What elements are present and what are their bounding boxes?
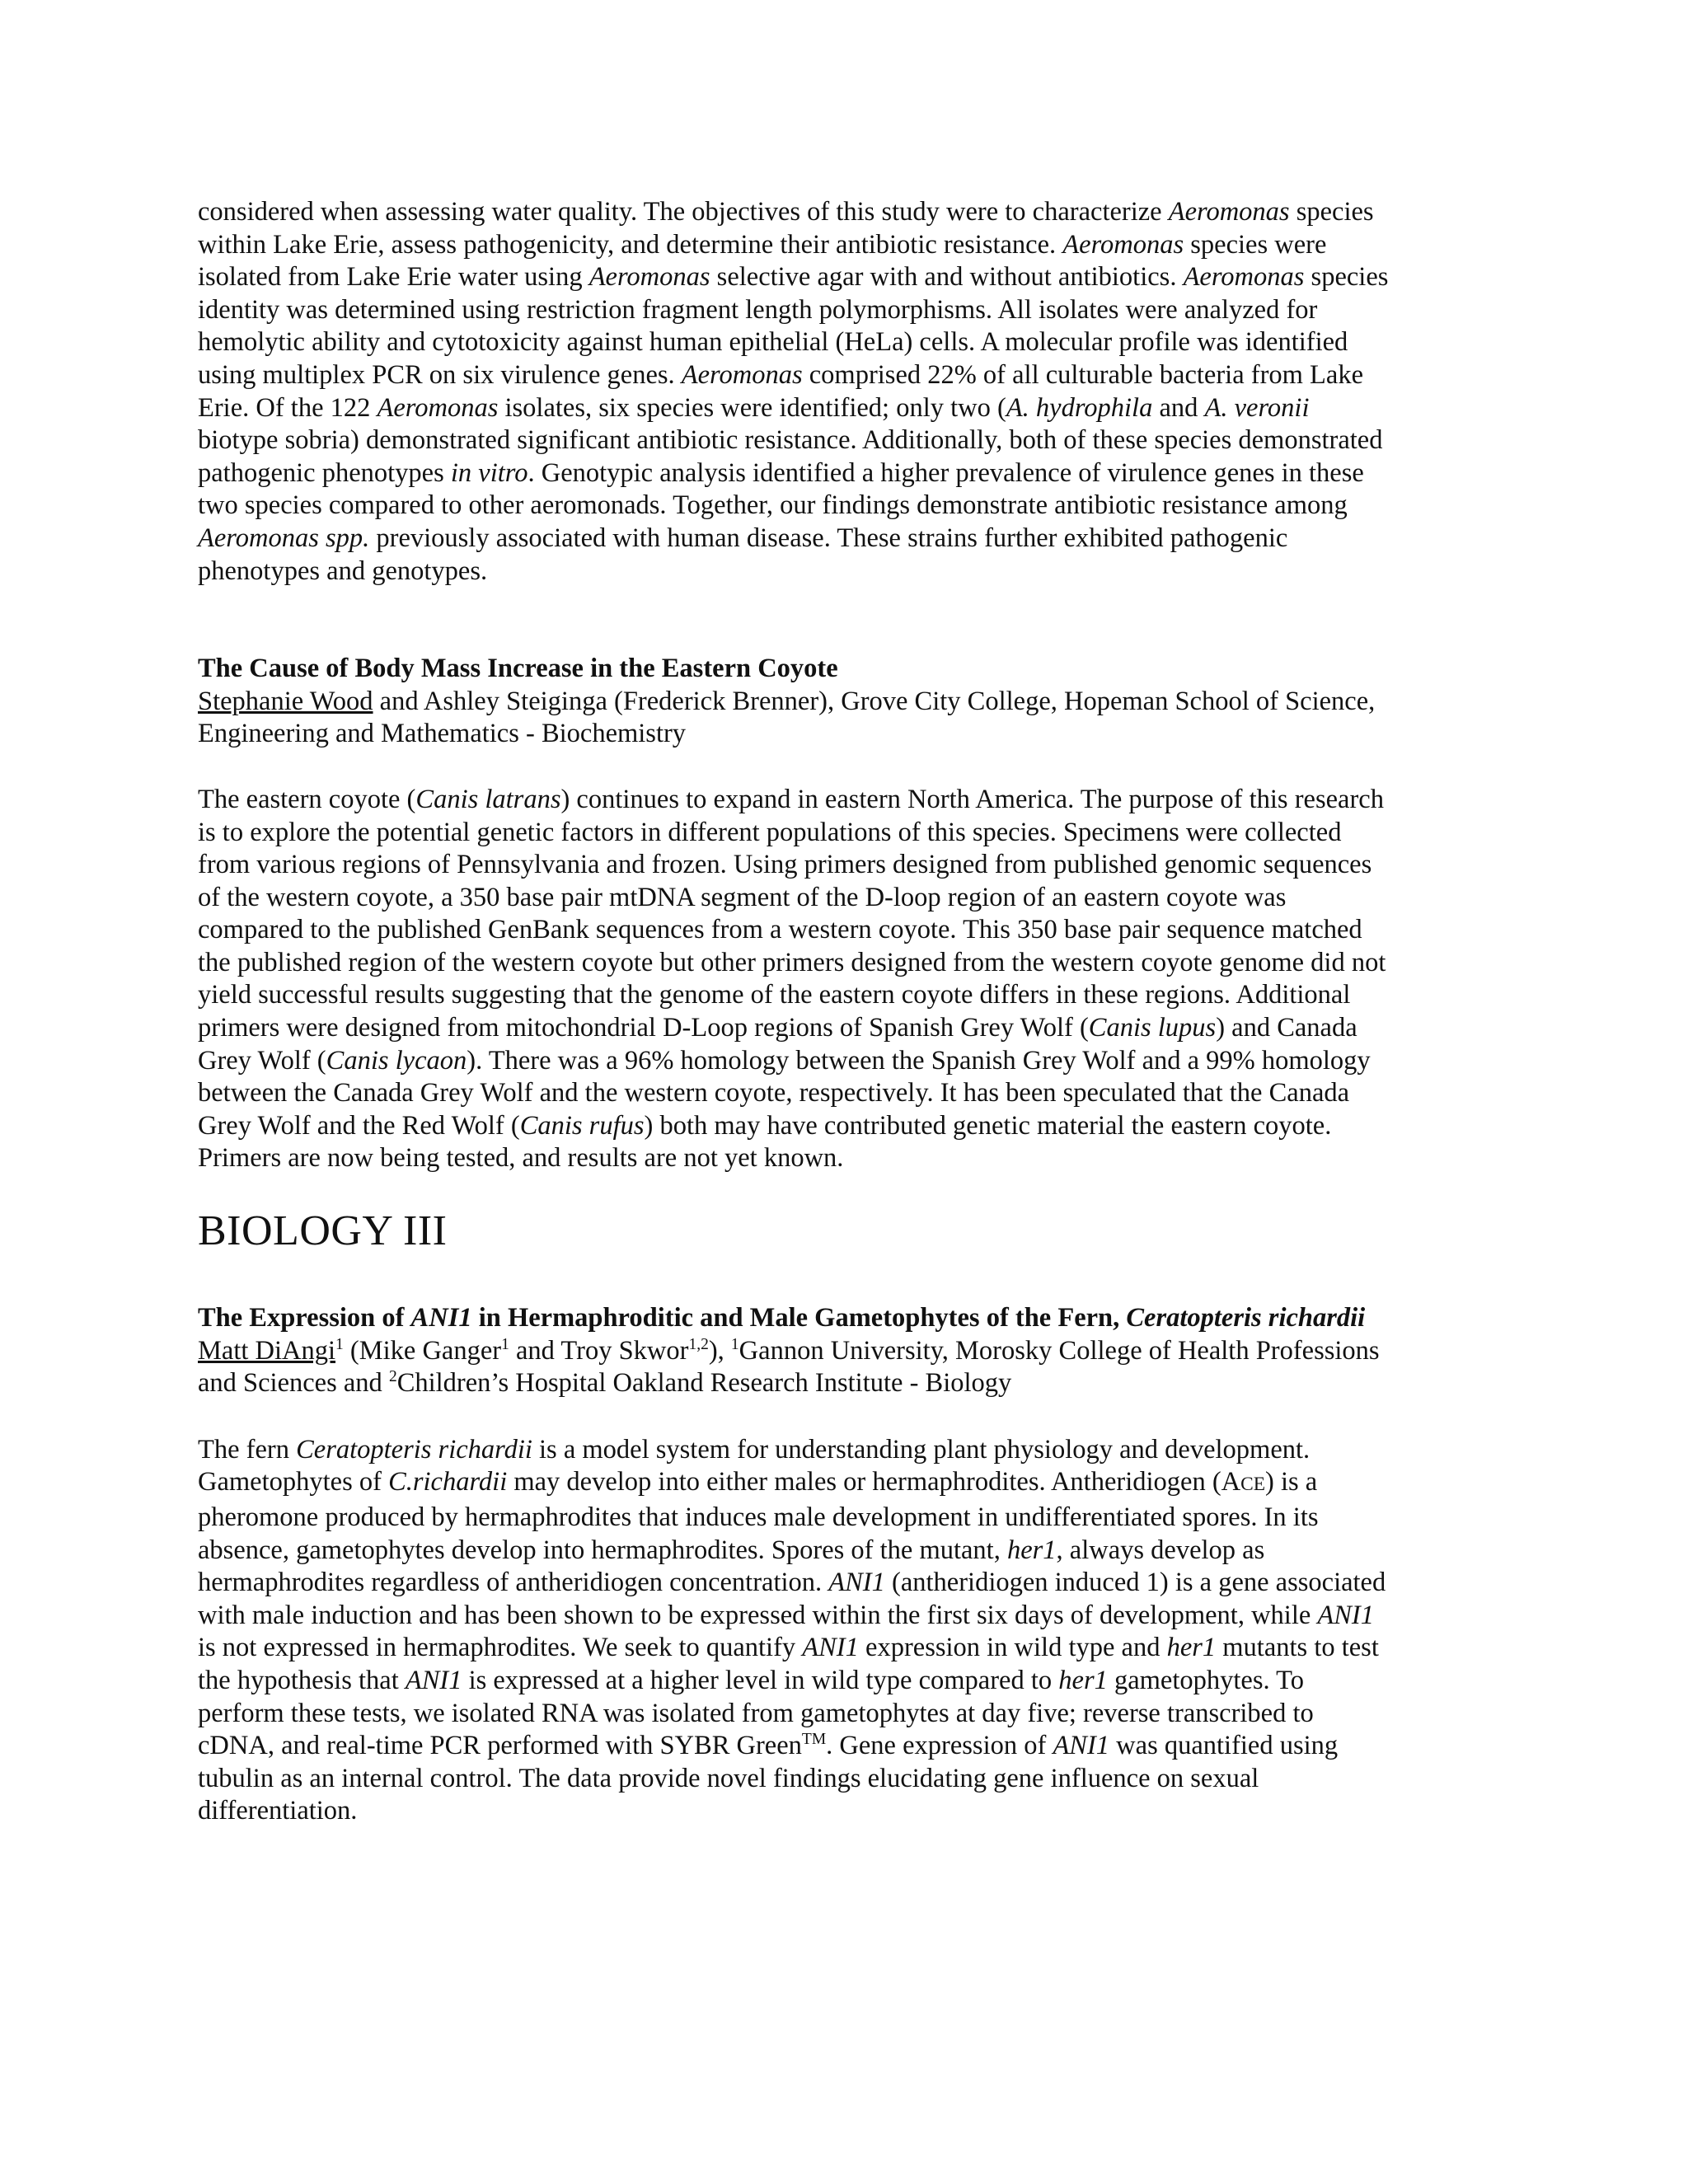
text-run: The fern (198, 1434, 297, 1465)
text-line (198, 392, 1484, 425)
text-line (198, 523, 1484, 555)
text-run: using multiplex PCR on six virulence genes. (198, 359, 682, 390)
text-run: expression in wild type and (858, 1633, 1167, 1663)
abstract-body-coyote (198, 784, 1484, 1175)
text-run: the hypothesis that (198, 1665, 406, 1695)
text-run: Canis rufus (519, 1110, 645, 1141)
text-line (198, 947, 1484, 980)
text-run: Canis latrans (415, 784, 561, 814)
abstract-continuation (198, 196, 1484, 588)
text-line (198, 424, 1484, 457)
text-run: mutants to test (1216, 1633, 1379, 1663)
document-page (198, 196, 1484, 1828)
text-run: Stephanie Wood (198, 686, 373, 716)
text-run: two species compared to other aeromonads. Together, our findings demonstrate antibiotic resistance among (198, 490, 1348, 521)
text-line (198, 294, 1484, 327)
text-line (198, 882, 1484, 915)
text-run: within Lake Erie, assess pathogenicity, and determine their antibiotic resistance. (198, 229, 1063, 260)
text-line (198, 979, 1484, 1012)
text-line (198, 1698, 1484, 1731)
text-run: ANI1 (1317, 1600, 1375, 1630)
text-run: selective agar with and without antibiotics. (710, 262, 1184, 293)
text-line (198, 1567, 1484, 1600)
text-run: biotype sobria) demonstrated significant antibiotic resistance. Additionally, both of these species demonstrated (198, 425, 1383, 456)
text-run: ANI1 (1053, 1731, 1110, 1761)
text-run: isolates, six species were identified; only two ( (498, 392, 1006, 423)
text-run: ANI1 (405, 1665, 462, 1695)
text-run: absence, gametophytes develop into hermaphrodites. Spores of the mutant, (198, 1535, 1007, 1565)
text-run: 1,2 (688, 1335, 709, 1353)
text-run: . Genotypic analysis identified a higher prevalence of virulence genes in these (528, 457, 1364, 488)
text-run: A. hydrophila (1006, 392, 1153, 423)
text-run: her1 (1006, 1535, 1057, 1565)
text-line (198, 1600, 1484, 1633)
text-run: 1 (501, 1335, 509, 1353)
text-run: was quantified using (1109, 1731, 1339, 1761)
text-line (198, 490, 1484, 523)
text-run: compared to the published GenBank sequences from a western coyote. This 350 base pair sequence matched (198, 915, 1362, 945)
text-run: hemolytic ability and cytotoxicity against human epithelial (HeLa) cells. A molecular profile was identified (198, 327, 1348, 358)
section-heading: BIOLOGY III (198, 1207, 448, 1255)
text-run: yield successful results suggesting that the genome of the eastern coyote differs in these regions. Additional (198, 980, 1351, 1010)
text-run: Aeromonas (1183, 262, 1305, 293)
text-run: . Gene expression of (826, 1731, 1053, 1761)
text-run: ) both may have contributed genetic material the eastern coyote. (644, 1110, 1332, 1141)
text-line (198, 1730, 1484, 1763)
text-line (198, 1763, 1484, 1796)
text-run: (Mike Ganger (343, 1335, 502, 1366)
text-run: pathogenic phenotypes (198, 457, 451, 488)
abstract-authors-fern (198, 1335, 1484, 1400)
text-line (198, 196, 1484, 229)
text-run: Aeromonas (377, 392, 499, 423)
text-run: is to explore the potential genetic factors in different populations of this species. Specimens were collected (198, 817, 1342, 847)
text-run: CE (1240, 1474, 1266, 1496)
text-run: between the Canada Grey Wolf and the western coyote, respectively. It has been speculated that the Canada (198, 1078, 1350, 1108)
text-line (198, 914, 1484, 947)
text-run: her1 (1166, 1633, 1217, 1663)
text-run: A. veronii (1204, 392, 1310, 423)
text-run: ). There was a 96% homology between the Spanish Grey Wolf and a 99% homology (467, 1045, 1371, 1076)
text-run: species (1304, 262, 1389, 293)
text-run: Grey Wolf ( (198, 1045, 326, 1076)
abstract-authors-coyote (198, 686, 1484, 751)
text-run: from various regions of Pennsylvania and frozen. Using primers designed from published genomic sequences (198, 850, 1372, 880)
text-run: and Sciences and (198, 1368, 389, 1399)
text-run: cDNA, and real-time PCR performed with SYBR Green (198, 1731, 802, 1761)
text-run: is expressed at a higher level in wild type compared to (462, 1665, 1059, 1695)
text-run: species were (1184, 229, 1327, 260)
text-run: Matt DiAngi (198, 1335, 336, 1366)
text-line (198, 1466, 1484, 1502)
text-line (198, 1795, 1484, 1828)
text-run: Aeromonas spp. (198, 523, 370, 553)
text-line (198, 686, 1484, 719)
text-run: her1 (1058, 1665, 1108, 1695)
text-run: ANI1 (828, 1568, 885, 1598)
text-line (198, 1632, 1484, 1665)
text-run: The eastern coyote ( (198, 784, 416, 814)
abstract-title-coyote: The Cause of Body Mass Increase in the Eastern Coyote (198, 654, 838, 684)
text-run: phenotypes and genotypes. (198, 555, 488, 586)
text-line (198, 1535, 1484, 1568)
text-line (198, 784, 1484, 817)
text-line (198, 1302, 1484, 1335)
text-run: Ceratopteris richardii (1126, 1303, 1366, 1333)
text-line (198, 1335, 1484, 1368)
text-run: gametophytes. To (1107, 1665, 1304, 1695)
text-line (198, 718, 1484, 751)
text-line (198, 261, 1484, 294)
text-line (198, 1367, 1484, 1400)
text-run: Canis lycaon (326, 1045, 467, 1076)
text-run: previously associated with human disease. These strains further exhibited pathogenic (369, 523, 1288, 553)
text-run: C.richardii (388, 1467, 508, 1497)
text-run: and (1152, 392, 1205, 423)
text-run: Gametophytes of (198, 1467, 389, 1497)
text-run: The Expression of (198, 1303, 411, 1333)
text-run: ), (708, 1335, 731, 1366)
abstract-body-fern (198, 1434, 1484, 1828)
text-run: Engineering and Mathematics - Biochemistry (198, 719, 687, 749)
text-run: Canis lupus (1088, 1013, 1217, 1043)
text-run: ) is a (1265, 1467, 1318, 1497)
text-line (198, 229, 1484, 262)
text-run: isolated from Lake Erie water using (198, 262, 589, 293)
text-line (198, 1012, 1484, 1045)
text-line (198, 1434, 1484, 1467)
text-run: considered when assessing water quality. The objectives of this study were to characterize (198, 197, 1169, 227)
text-line (198, 555, 1484, 588)
text-run: primers were designed from mitochondrial D-Loop regions of Spanish Grey Wolf ( (198, 1013, 1089, 1043)
text-run: Aeromonas (588, 262, 710, 293)
text-line (198, 1502, 1484, 1535)
text-run: species (1289, 197, 1374, 227)
text-line (198, 1045, 1484, 1078)
text-run: comprised 22% of all culturable bacteria from Lake (802, 359, 1364, 390)
text-run: Aeromonas (681, 359, 803, 390)
text-run: 1 (730, 1335, 739, 1353)
text-run: Erie. Of the 122 (198, 392, 377, 423)
text-line (198, 1142, 1484, 1175)
text-run: ANI1 (410, 1303, 472, 1333)
text-run: , always develop as (1056, 1535, 1265, 1565)
text-run: 2 (388, 1368, 397, 1386)
text-run: Ceratopteris richardii (296, 1434, 532, 1465)
text-run: Aeromonas (1062, 229, 1184, 260)
text-run: 1 (335, 1335, 344, 1353)
text-run: Children’s Hospital Oakland Research Institute - Biology (396, 1368, 1012, 1399)
text-run: Grey Wolf and the Red Wolf ( (198, 1110, 520, 1141)
text-run: identity was determined using restriction fragment length polymorphisms. All isolates were analyzed for (198, 294, 1318, 325)
text-line (198, 849, 1484, 882)
text-run: in vitro (450, 457, 528, 488)
text-line (198, 1110, 1484, 1143)
text-line (198, 1665, 1484, 1698)
text-line (198, 817, 1484, 850)
text-run: perform these tests, we isolated RNA was isolated from gametophytes at day five; reverse transcribed to (198, 1698, 1314, 1728)
text-run: with male induction and has been shown to be expressed within the first six days of development, while (198, 1600, 1318, 1630)
text-run: is a model system for understanding plant physiology and development. (532, 1434, 1311, 1465)
text-run: differentiation. (198, 1796, 358, 1826)
text-run: (antheridiogen induced 1) is a gene associated (884, 1568, 1386, 1598)
text-run: may develop into either males or hermaphrodites. Antheridiogen (A (507, 1467, 1241, 1497)
text-run: the published region of the western coyote but other primers designed from the western coyote genome did not (198, 947, 1386, 977)
text-run: Primers are now being tested, and results are not yet known. (198, 1143, 844, 1174)
text-line (198, 457, 1484, 490)
text-line (198, 1077, 1484, 1110)
abstract-title-fern (198, 1302, 1484, 1335)
text-run: ) continues to expand in eastern North America. The purpose of this research (560, 784, 1384, 814)
text-line (198, 359, 1484, 392)
text-run: in Hermaphroditic and Male Gametophytes of the Fern, (471, 1303, 1127, 1333)
text-run: pheromone produced by hermaphrodites that induces male development in undifferentiated spores. In its (198, 1502, 1319, 1532)
text-run: and Troy Skwor (509, 1335, 689, 1366)
text-run: tubulin as an internal control. The data provide novel findings elucidating gene influence on sexual (198, 1763, 1259, 1793)
text-run: and Ashley Steiginga (Frederick Brenner), Grove City College, Hopeman School of Science, (373, 686, 1376, 716)
text-run: Aeromonas (1168, 197, 1290, 227)
text-run: ANI1 (802, 1633, 859, 1663)
text-run: TM (801, 1731, 827, 1749)
text-run: Gannon University, Morosky College of Health Professions (738, 1335, 1380, 1366)
text-run: ) and Canada (1216, 1013, 1357, 1043)
text-line (198, 326, 1484, 359)
text-run: is not expressed in hermaphrodites. We seek to quantify (198, 1633, 803, 1663)
text-run: of the western coyote, a 350 base pair mtDNA segment of the D-loop region of an eastern coyote was (198, 882, 1287, 912)
text-run: hermaphrodites regardless of antheridiogen concentration. (198, 1568, 829, 1598)
